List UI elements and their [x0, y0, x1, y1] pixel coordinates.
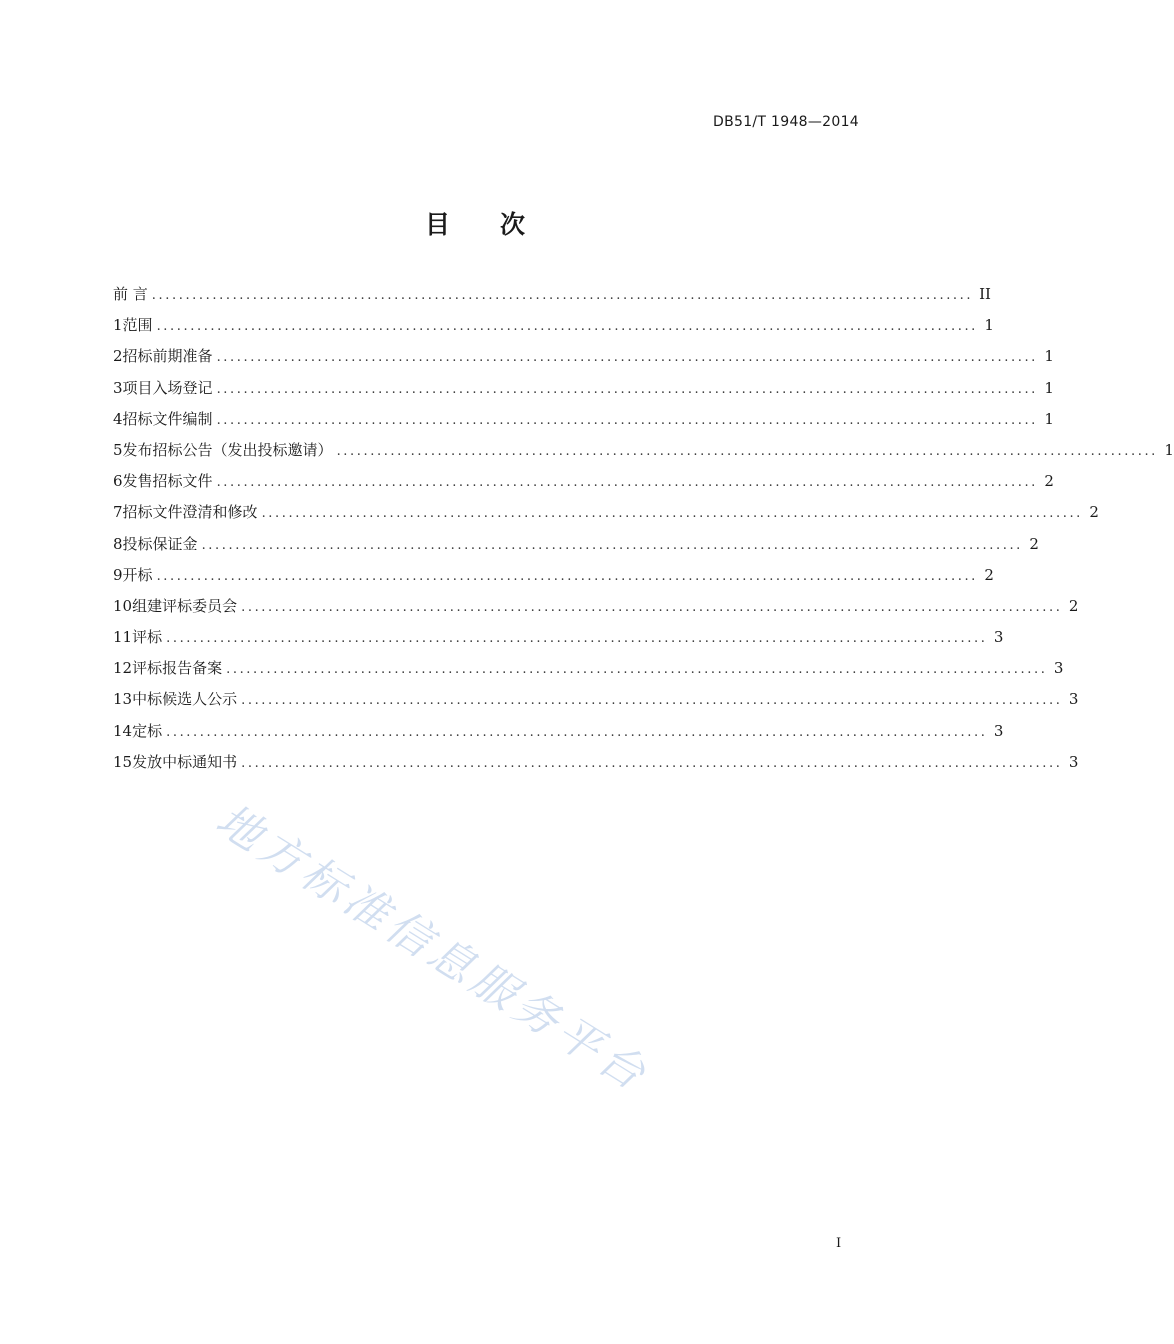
toc-entry-label: 定标: [132, 721, 163, 740]
toc-entry-label: 项目入场登记: [122, 378, 213, 397]
toc-entry-page: 3: [1053, 659, 1064, 678]
toc-entry-label: 发放中标通知书: [132, 752, 238, 771]
page-number: I: [836, 1236, 842, 1251]
leader-dots: ..........................................................................................................................: [226, 662, 1048, 678]
toc-entry-label: 组建评标委员会: [132, 596, 238, 615]
toc-entry-number: 2: [113, 347, 123, 366]
toc-entry[interactable]: [113, 564, 994, 595]
toc-entry[interactable]: [113, 408, 1054, 439]
toc-entry[interactable]: [113, 688, 1079, 719]
toc-entry-label: 投标保证金: [122, 534, 198, 553]
toc-entry-page: 2: [1089, 503, 1099, 522]
toc-entry-page: 3: [993, 628, 1004, 647]
toc-entry-label: 前 言: [113, 285, 148, 303]
toc-entry[interactable]: [113, 533, 1039, 564]
toc-entry[interactable]: [113, 439, 1174, 470]
leader-dots: ..........................................................................................................................: [336, 443, 1158, 459]
toc-entry-page: 1: [1044, 347, 1054, 366]
toc-entry-label: 评标报告备案: [132, 659, 223, 678]
toc-entry-page: 3: [1068, 752, 1079, 771]
toc-entry-number: 6: [113, 472, 123, 491]
toc-entry-number: 14: [113, 721, 133, 740]
leader-dots: ..........................................................................................................................: [241, 599, 1063, 615]
leader-dots: ..........................................................................................................................: [166, 631, 988, 647]
toc-entry-page: 2: [984, 565, 994, 584]
toc-entry-label: 招标文件编制: [122, 409, 213, 428]
leader-dots: ..........................................................................................................................: [156, 319, 978, 335]
watermark: 地方标准信息服务平台: [207, 794, 659, 1103]
toc-entry-label: 范围: [122, 316, 153, 335]
toc-entry[interactable]: [113, 377, 1054, 408]
toc-entry-label: 招标文件澄清和修改: [122, 503, 258, 522]
toc-entry-page: 1: [1044, 378, 1054, 397]
toc-entry-number: 11: [113, 628, 133, 647]
toc-entry[interactable]: [113, 720, 1004, 751]
toc-entry-number: 9: [113, 565, 123, 584]
toc-entry-page: 2: [1068, 596, 1079, 615]
toc-entry-page: 3: [993, 721, 1004, 740]
toc-entry-label: 发售招标文件: [122, 472, 213, 491]
toc-entry-label: 评标: [132, 628, 163, 647]
toc-entry[interactable]: [113, 314, 994, 345]
leader-dots: ..........................................................................................................................: [216, 475, 1038, 491]
toc-entry-page: 1: [984, 316, 994, 335]
toc-entry-number: 1: [113, 316, 123, 335]
toc-entry-number: 10: [113, 596, 133, 615]
toc-entry-page: 2: [1029, 534, 1039, 553]
toc-entry-number: 5: [113, 440, 123, 459]
leader-dots: ..........................................................................................................................: [151, 288, 974, 303]
table-of-contents: [113, 283, 1174, 782]
leader-dots: ..........................................................................................................................: [166, 724, 988, 740]
toc-entry-page: 1: [1044, 409, 1054, 428]
toc-entry-number: 12: [113, 659, 133, 678]
toc-entry-page: 1: [1164, 440, 1174, 459]
toc-entry-number: 13: [113, 690, 133, 709]
toc-entry-label: 开标: [122, 565, 153, 584]
toc-entry-number: 4: [113, 409, 123, 428]
toc-entry-number: 7: [113, 503, 123, 522]
leader-dots: ..........................................................................................................................: [261, 506, 1083, 522]
toc-entry-number: 3: [113, 378, 123, 397]
toc-entry[interactable]: [113, 751, 1079, 782]
toc-entry-page: II: [979, 285, 991, 303]
toc-entry-label: 发布招标公告（发出投标邀请）: [122, 440, 333, 459]
toc-entry-page: 2: [1044, 472, 1054, 491]
leader-dots: ..........................................................................................................................: [156, 568, 978, 584]
toc-entry[interactable]: [113, 470, 1054, 501]
toc-entry[interactable]: [113, 626, 1004, 657]
leader-dots: ..........................................................................................................................: [201, 537, 1023, 553]
leader-dots: ..........................................................................................................................: [241, 693, 1063, 709]
leader-dots: ..........................................................................................................................: [241, 755, 1063, 771]
toc-entry[interactable]: [113, 345, 1054, 376]
leader-dots: ..........................................................................................................................: [216, 412, 1038, 428]
toc-entry-label: 中标候选人公示: [132, 690, 238, 709]
toc-entry-preface[interactable]: [113, 283, 991, 314]
toc-entry[interactable]: [113, 501, 1099, 532]
toc-entry-number: 8: [113, 534, 123, 553]
page-title: 目 次: [424, 210, 525, 239]
toc-entry[interactable]: [113, 595, 1079, 626]
standard-code: DB51/T 1948—2014: [713, 114, 859, 130]
leader-dots: ..........................................................................................................................: [216, 381, 1038, 397]
toc-entry-number: 15: [113, 752, 133, 771]
toc-entry[interactable]: [113, 657, 1064, 688]
leader-dots: ..........................................................................................................................: [216, 350, 1038, 366]
toc-entry-page: 3: [1068, 690, 1079, 709]
toc-entry-label: 招标前期准备: [122, 347, 213, 366]
